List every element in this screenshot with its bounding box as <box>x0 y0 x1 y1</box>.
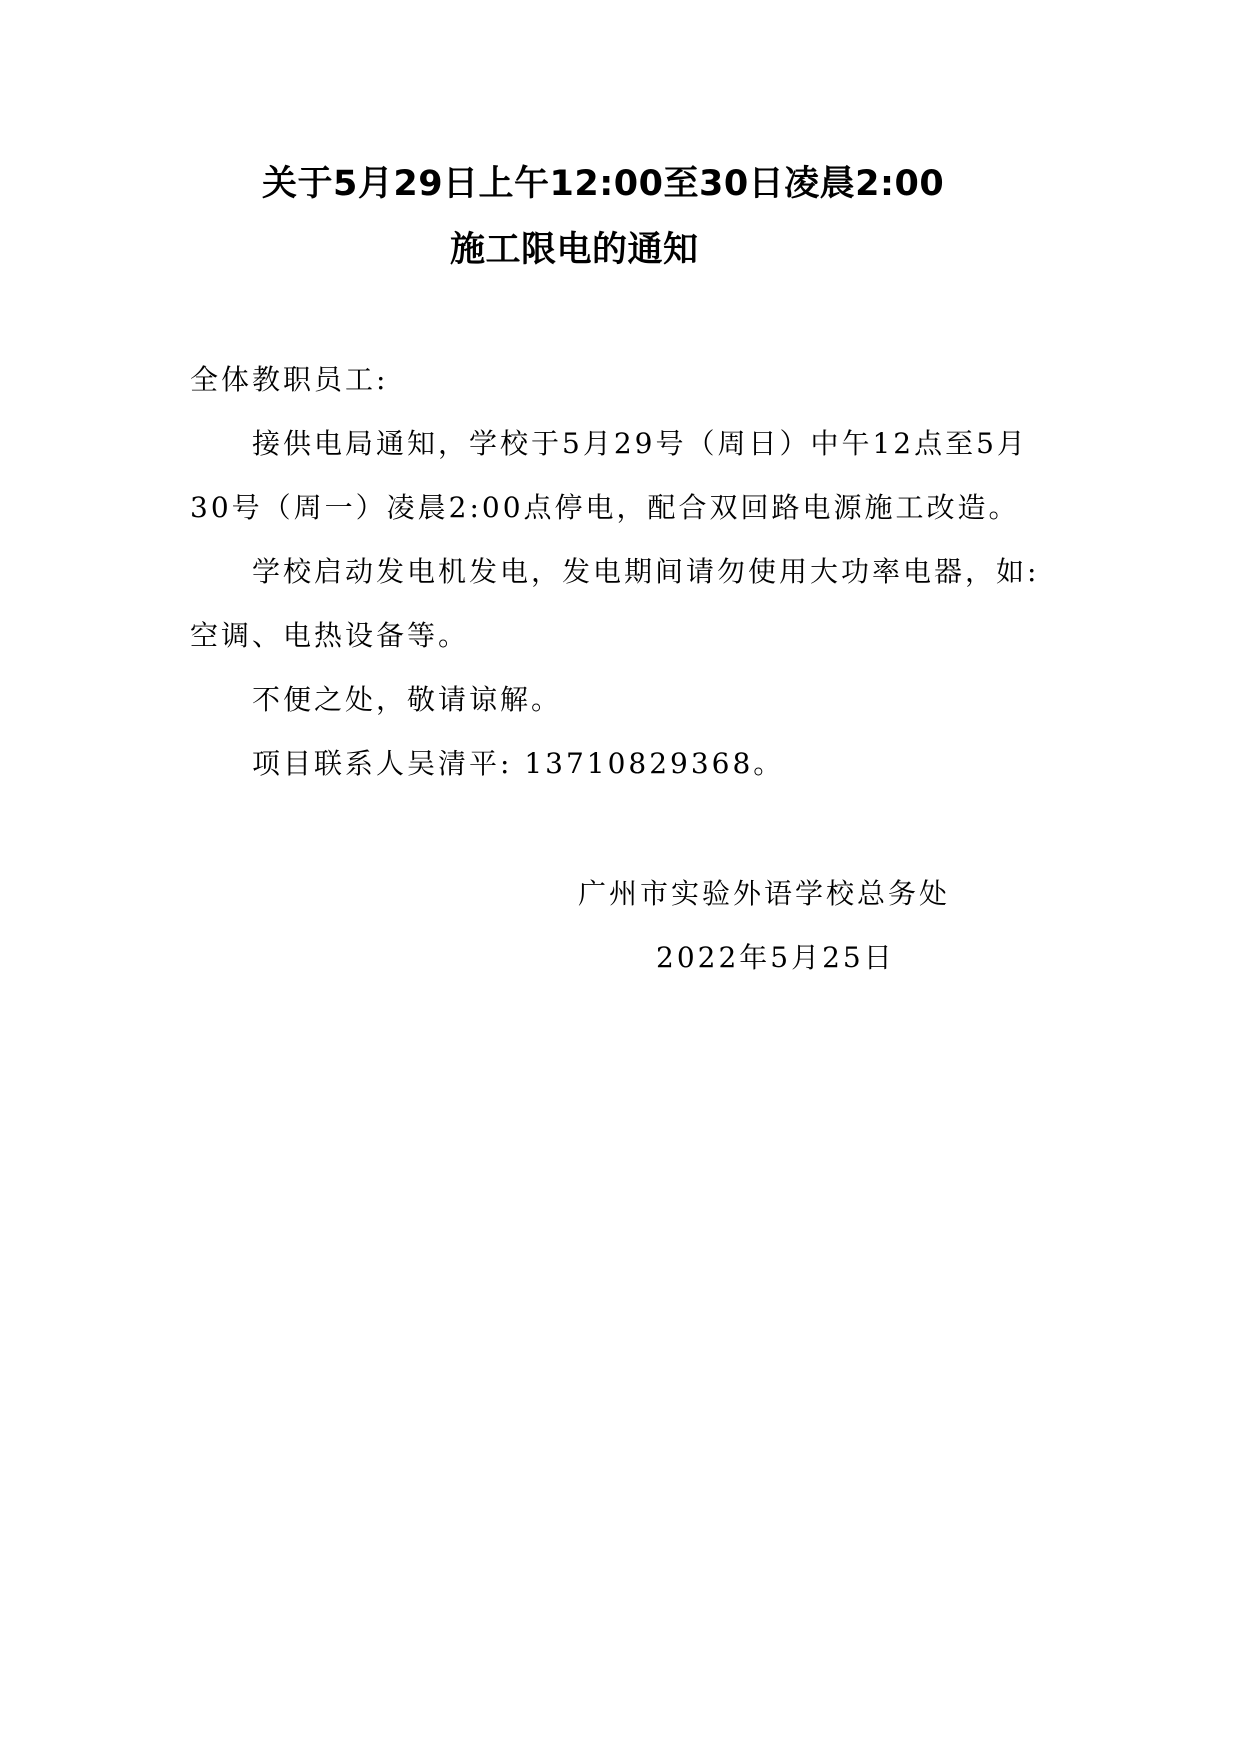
salutation: 全体教职员工: <box>190 363 389 396</box>
contact-line: 项目联系人吴清平: 13710829368。 <box>252 747 785 780</box>
signature-date: 2022年5月25日 <box>656 941 895 974</box>
paragraph-2-line-1: 学校启动发电机发电，发电期间请勿使用大功率电器，如: <box>252 555 1040 588</box>
paragraph-3: 不便之处，敬请谅解。 <box>252 683 563 716</box>
notice-title-line-1: 关于5月29日上午12:00至30日凌晨2:00 <box>262 164 945 204</box>
paragraph-1-line-1: 接供电局通知，学校于5月29号（周日）中午12点至5月 <box>252 427 1028 460</box>
signature-organization: 广州市实验外语学校总务处 <box>578 877 951 910</box>
paragraph-1-line-2: 30号（周一）凌晨2:00点停电，配合双回路电源施工改造。 <box>190 491 1020 524</box>
notice-title-line-2: 施工限电的通知 <box>450 230 699 270</box>
paragraph-2-line-2: 空调、电热设备等。 <box>190 619 470 652</box>
